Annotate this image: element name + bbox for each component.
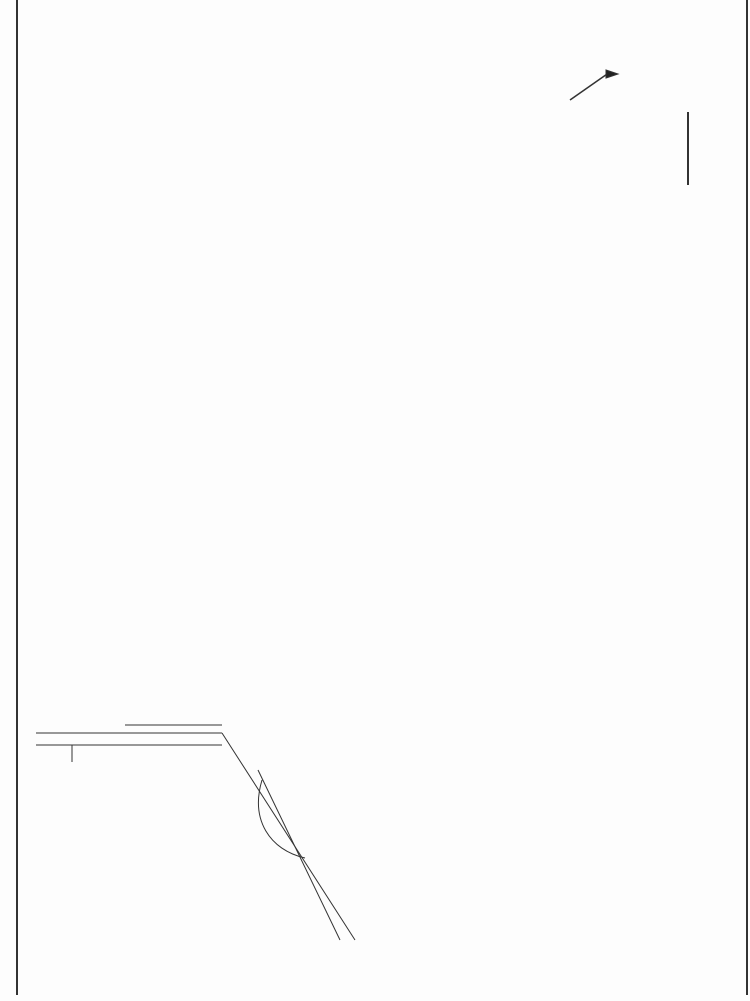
- left-sleeve-center-line: [222, 733, 355, 940]
- start-arrow-icon: [606, 70, 618, 78]
- diagonal-edge-line: [258, 770, 340, 940]
- hem-start-line: [570, 72, 610, 100]
